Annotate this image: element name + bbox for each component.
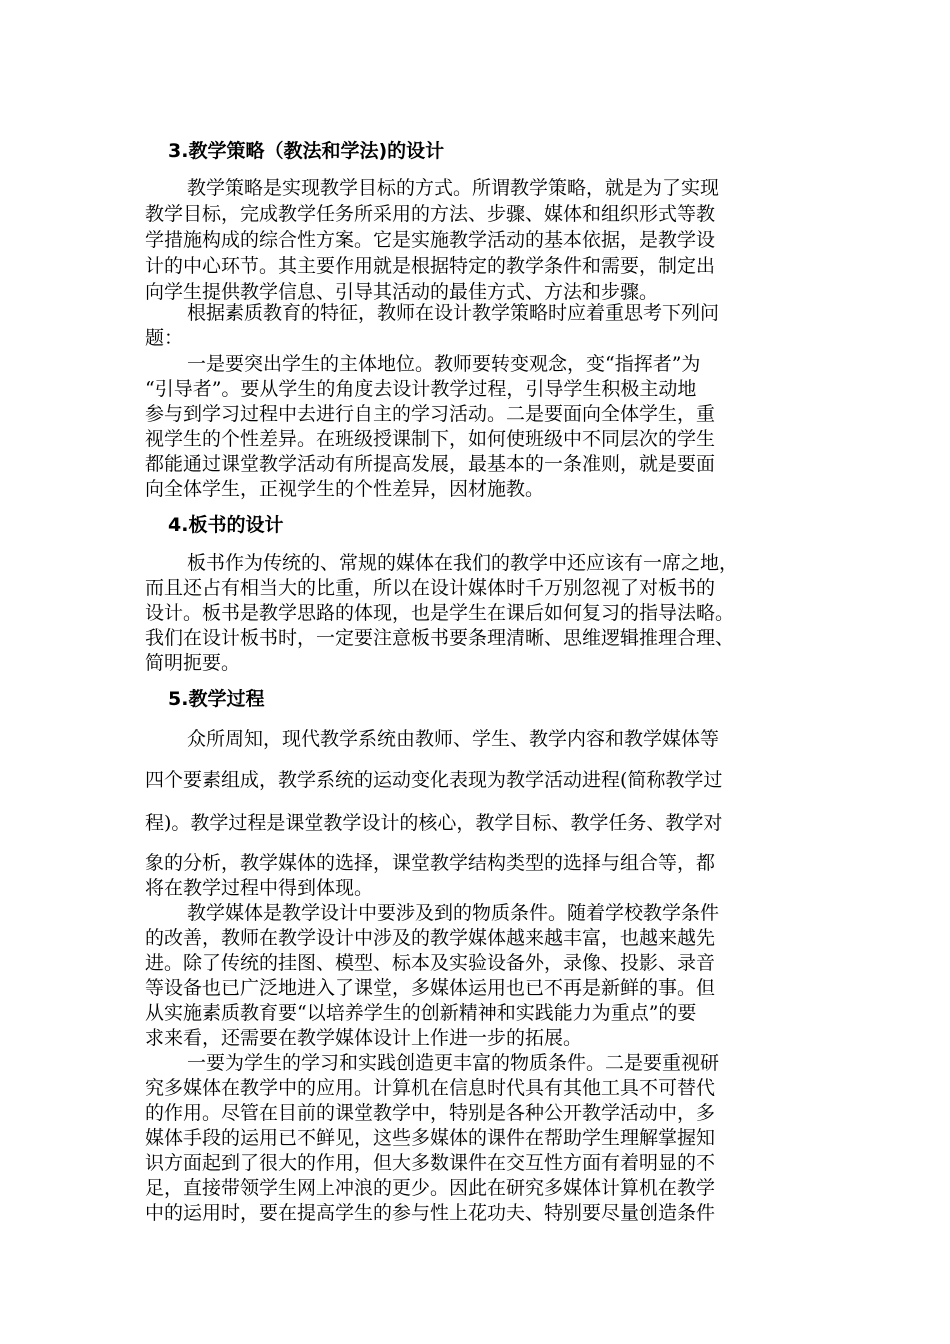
text-line: 教学目标，完成教学任务所采用的方法、步骤、媒体和组织形式等教: [145, 203, 716, 225]
text-line: 足，直接带领学生网上冲浪的更少。因此在研究多媒体计算机在教学: [145, 1177, 716, 1199]
text-line: 向学生提供教学信息、引导其活动的最佳方式、方法和步骤。: [145, 281, 659, 303]
text-line: 我们在设计板书时，一定要注意板书要条理清晰、思维逻辑推理合理、: [145, 627, 735, 649]
text-line: 的作用。尽管在目前的课堂教学中，特别是各种公开教学活动中，多: [145, 1102, 716, 1124]
text-line: 四个要素组成，教学系统的运动变化表现为教学活动进程(简称教学过: [145, 769, 723, 791]
text-line: 参与到学习过程中去进行自主的学习活动。二是要面向全体学生，重: [145, 403, 716, 425]
text-line: 象的分析，教学媒体的选择，课堂教学结构类型的选择与组合等，都: [145, 852, 716, 874]
text-line: 进。除了传统的挂图、模型、标本及实验设备外，录像、投影、录音: [145, 952, 716, 974]
text-line: 将在教学过程中得到体现。: [145, 877, 374, 899]
text-line: 题：: [145, 327, 184, 349]
text-line: 究多媒体在教学中的应用。计算机在信息时代具有其他工具不可替代: [145, 1077, 716, 1099]
text-line: 求来看，还需要在教学媒体设计上作进一步的拓展。: [145, 1027, 583, 1049]
text-line: 学措施构成的综合性方案。它是实施教学活动的基本依据，是教学设: [145, 229, 716, 251]
section-heading-3: 3.教学策略（教法和学法)的设计: [168, 140, 445, 162]
text-line: 简明扼要。: [145, 652, 241, 674]
text-line: 计的中心环节。其主要作用就是根据特定的教学条件和需要，制定出: [145, 255, 716, 277]
text-line: 都能通过课堂教学活动有所提高发展，最基本的一条准则，就是要面: [145, 453, 716, 475]
text-line: 众所周知，现代教学系统由教师、学生、教学内容和教学媒体等: [187, 728, 720, 750]
text-line: 教学策略是实现教学目标的方式。所谓教学策略，就是为了实现: [187, 177, 720, 199]
text-line: 媒体手段的运用已不鲜见，这些多媒体的课件在帮助学生理解掌握知: [145, 1127, 716, 1149]
text-line: 识方面起到了很大的作用，但大多数课件在交互性方面有着明显的不: [145, 1152, 716, 1174]
text-line: 根据素质教育的特征，教师在设计教学策略时应着重思考下列问: [187, 302, 720, 324]
text-line: 设计。板书是教学思路的体现，也是学生在课后如何复习的指导法略。: [145, 602, 735, 624]
text-line: 一要为学生的学习和实践创造更丰富的物质条件。二是要重视研: [187, 1052, 720, 1074]
text-line: 程)。教学过程是课堂教学设计的核心，教学目标、教学任务、教学对: [145, 812, 723, 834]
text-line: 等设备也已广泛地进入了课堂，多媒体运用也已不再是新鲜的事。但: [145, 977, 716, 999]
text-line: 板书作为传统的、常规的媒体在我们的教学中还应该有一席之地，: [187, 552, 739, 574]
text-line: 的改善，教师在教学设计中涉及的教学媒体越来越丰富，也越来越先: [145, 927, 716, 949]
text-line: 教学媒体是教学设计中要涉及到的物质条件。随着学校教学条件: [187, 902, 720, 924]
text-line: “引导者”。要从学生的角度去设计教学过程，引导学生积极主动地: [145, 378, 697, 400]
text-line: 视学生的个性差异。在班级授课制下，如何使班级中不同层次的学生: [145, 428, 716, 450]
section-heading-4: 4.板书的设计: [168, 514, 284, 536]
text-line: 中的运用时，要在提高学生的参与性上花功夫、特别要尽量创造条件: [145, 1202, 716, 1224]
section-heading-5: 5.教学过程: [168, 688, 265, 710]
text-line: 从实施素质教育要“以培养学生的创新精神和实践能力为重点”的要: [145, 1002, 697, 1024]
text-line: 向全体学生，正视学生的个性差异，因材施教。: [145, 478, 545, 500]
text-line: 而且还占有相当大的比重，所以在设计媒体时千万别忽视了对板书的: [145, 577, 716, 599]
text-line: 一是要突出学生的主体地位。教师要转变观念，变“指挥者”为: [187, 353, 701, 375]
